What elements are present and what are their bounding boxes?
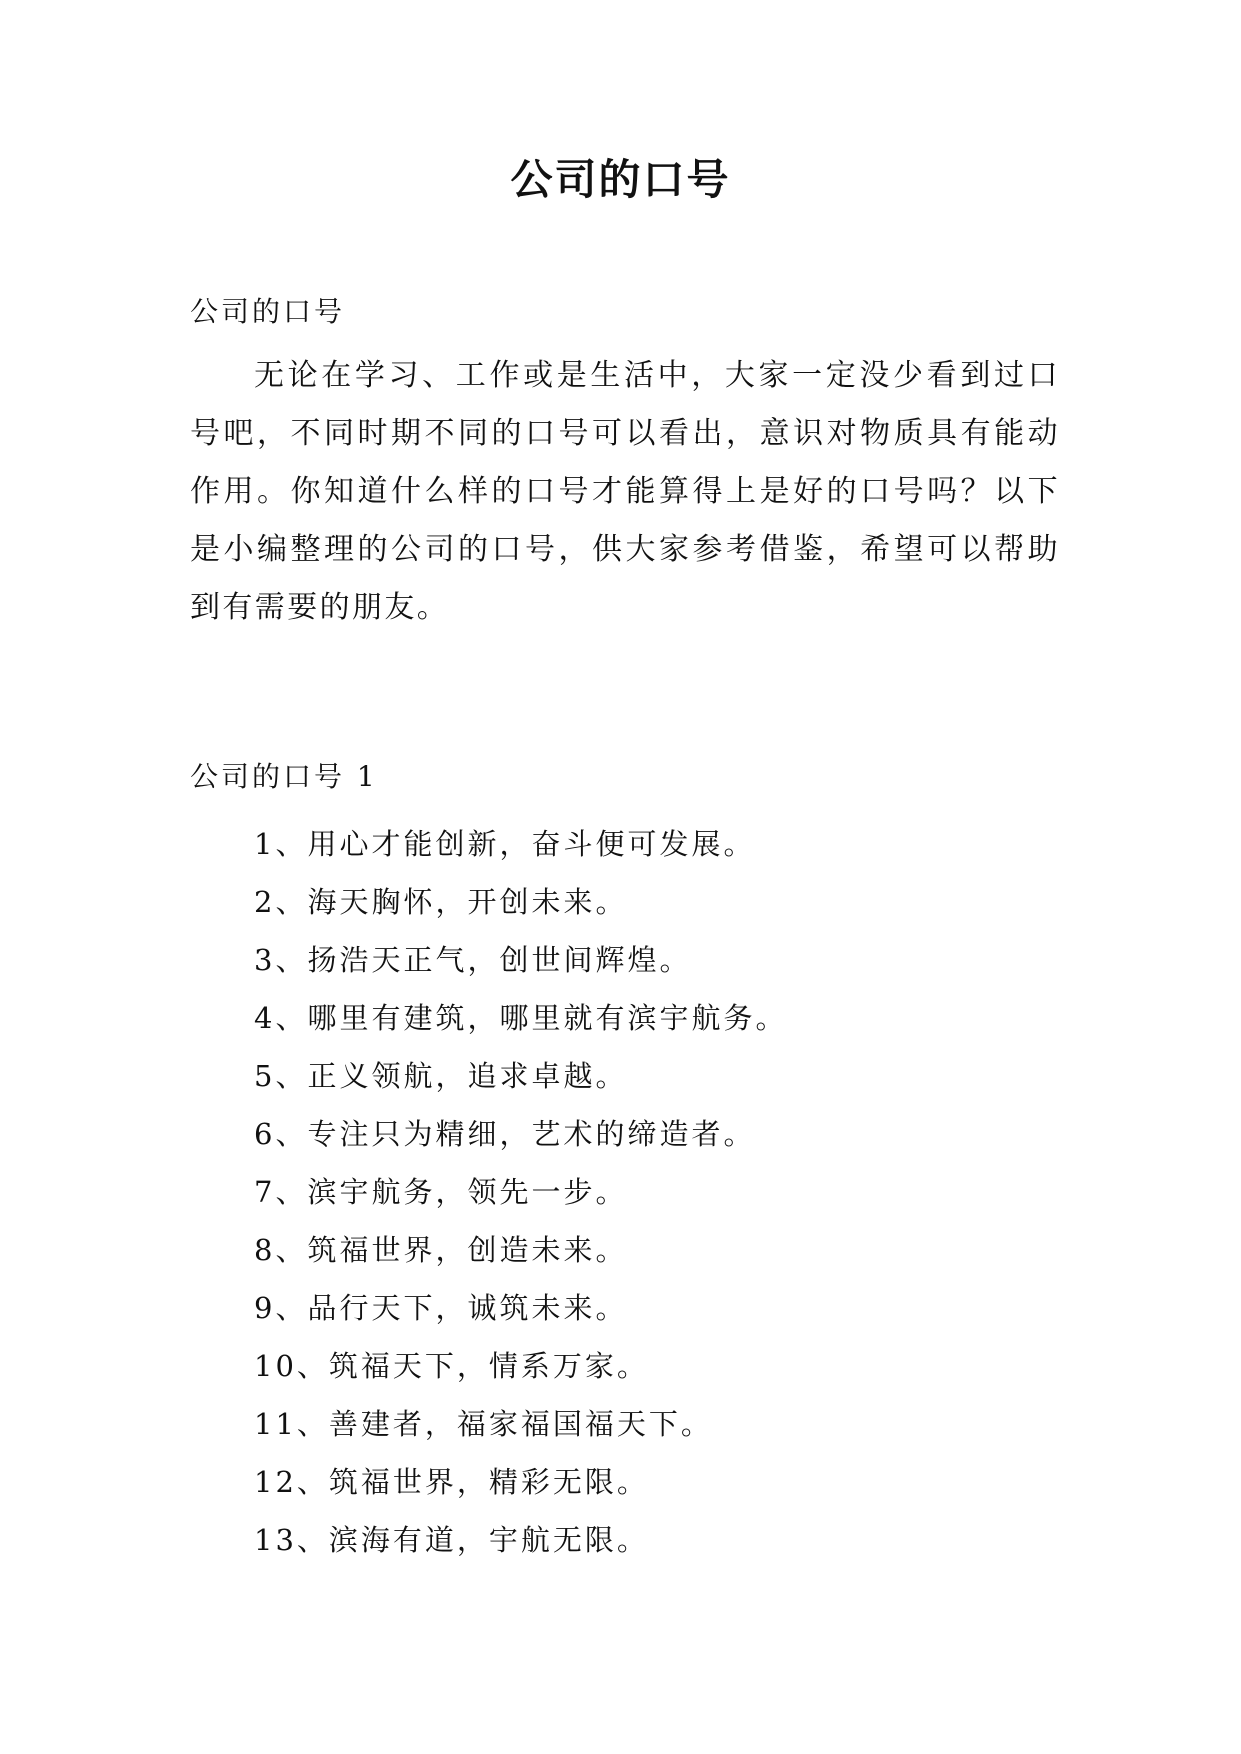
slogan-item: 8、筑福世界，创造未来。 <box>254 1233 628 1267</box>
slogan-item: 4、哪里有建筑，哪里就有滨宇航务。 <box>254 1001 788 1035</box>
slogan-item: 7、滨宇航务，领先一步。 <box>254 1175 628 1209</box>
slogan-item: 11、善建者，福家福国福天下。 <box>254 1407 713 1441</box>
slogan-item: 1、用心才能创新，奋斗便可发展。 <box>254 827 756 861</box>
slogan-item: 12、筑福世界，精彩无限。 <box>254 1465 649 1499</box>
slogan-item: 5、正义领航，追求卓越。 <box>254 1059 628 1093</box>
slogan-list <box>254 815 787 1569</box>
slogan-item: 6、专注只为精细，艺术的缔造者。 <box>254 1117 756 1151</box>
intro-heading: 公司的口号 <box>190 295 346 328</box>
slogan-item: 13、滨海有道，宇航无限。 <box>254 1523 649 1557</box>
section-1-heading: 公司的口号 1 <box>190 760 378 793</box>
page-title: 公司的口号 <box>510 155 731 204</box>
slogan-item: 3、扬浩天正气，创世间辉煌。 <box>254 943 692 977</box>
intro-paragraph: 无论在学习、工作或是生活中，大家一定没少看到过口号吧，不同时期不同的口号可以看出，意识对物质具有能动作用。你知道什么样的口号才能算得上是好的口号吗？以下是小编整理的公司的口号，供大家参考借鉴，希望可以帮助到有需要的朋友。 <box>190 358 1060 625</box>
slogan-item: 10、筑福天下，情系万家。 <box>254 1349 649 1383</box>
slogan-item: 9、品行天下，诚筑未来。 <box>254 1291 628 1325</box>
slogan-item: 2、海天胸怀，开创未来。 <box>254 885 628 919</box>
